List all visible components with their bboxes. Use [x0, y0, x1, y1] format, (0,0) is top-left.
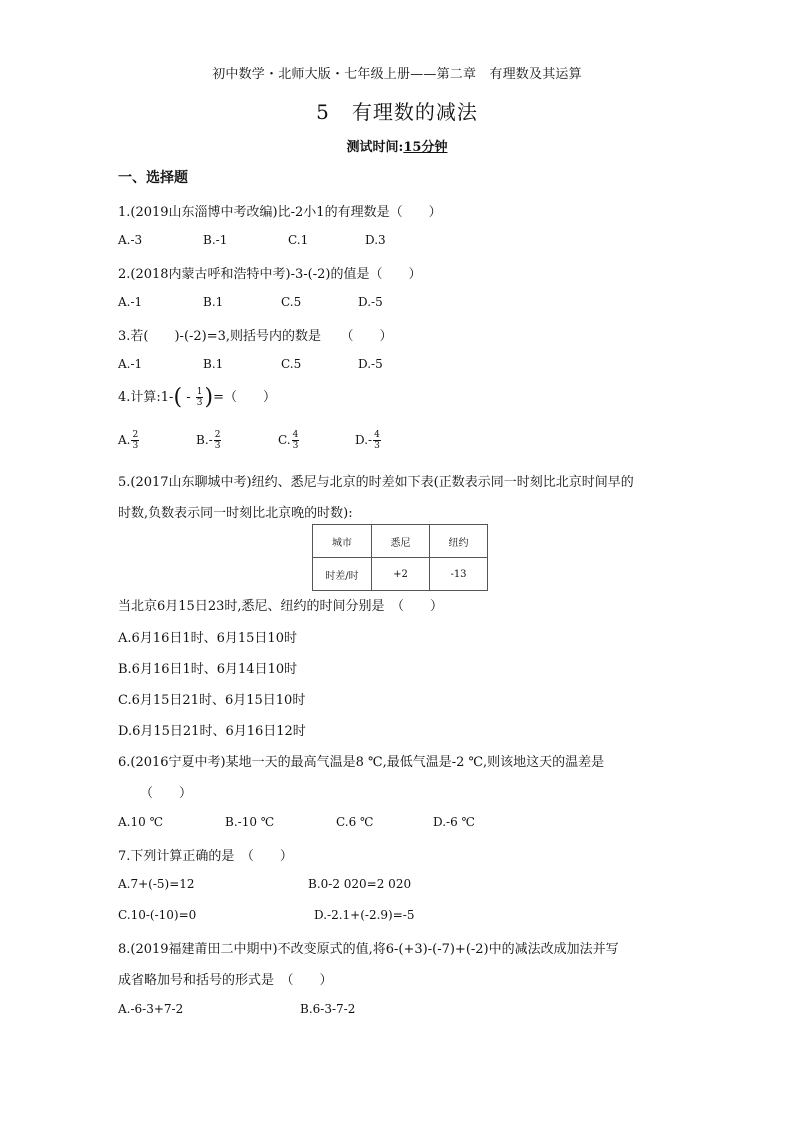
time-difference-table: [312, 524, 488, 591]
question-3-option-d: D.-5: [358, 357, 383, 371]
test-time: [0, 136, 794, 155]
section-heading: 一、选择题: [118, 170, 188, 186]
question-8-option-b: B.6-3-7-2: [300, 1002, 356, 1016]
question-5-option-d: D.6月15日21时、6月16日12时: [118, 724, 306, 739]
page-header: 初中数学・北师大版・七年级上册——第二章 有理数及其运算: [212, 67, 582, 82]
question-6-option-a: A.10 ℃: [118, 815, 163, 829]
question-2-option-c: C.5: [281, 295, 302, 309]
test-time-value: 15分钟: [403, 140, 448, 155]
question-5-option-a: A.6月16日1时、6月15日10时: [118, 631, 297, 646]
question-7-option-b: B.0-2 020=2 020: [308, 877, 412, 891]
test-time-label: 测试时间:: [346, 140, 404, 155]
question-7-option-d: D.-2.1+(-2.9)=-5: [314, 908, 415, 922]
table-cell: -13: [430, 558, 488, 591]
fraction: $\frac{4}{3}$: [292, 430, 299, 451]
question-3-option-b: B.1: [203, 357, 224, 371]
question-4-option-c: C. $\frac{4}{3}$: [278, 430, 299, 451]
question-4-stem: [118, 385, 276, 410]
question-6-option-b: B.-10 ℃: [225, 815, 275, 829]
question-4-option-d: D.- $\frac{4}{3}$: [355, 430, 380, 451]
table-header-cell: 纽约: [430, 525, 488, 558]
table-header-cell: 城市: [313, 525, 372, 558]
question-6-stem-line2: （ ）: [140, 786, 193, 801]
question-4-option-a: A. $\frac{2}{3}$: [118, 430, 139, 451]
fraction: $\frac{2}{3}$: [214, 430, 221, 451]
question-1-option-c: C.1: [288, 233, 309, 247]
table-header-row: [313, 525, 488, 558]
question-2-option-b: B.1: [203, 295, 224, 309]
table-cell: 时差/时: [313, 558, 372, 591]
question-6-option-c: C.6 ℃: [336, 815, 374, 829]
question-1-option-d: D.3: [365, 233, 386, 247]
question-2-stem: 2.(2018内蒙古呼和浩特中考)-3-(-2)的值是（ ）: [118, 267, 422, 282]
question-4-inner-sign: -: [186, 390, 191, 405]
question-7-option-a: A.7+(-5)=12: [118, 877, 195, 891]
question-4-option-b: B.- $\frac{2}{3}$: [196, 430, 221, 451]
question-8-option-a: A.-6-3+7-2: [118, 1002, 184, 1016]
question-6-option-d: D.-6 ℃: [433, 815, 475, 829]
question-1-option-b: B.-1: [203, 233, 228, 247]
table-row: [313, 558, 488, 591]
question-5-option-b: B.6月16日1时、6月14日10时: [118, 662, 298, 677]
question-5-stem-line1: 5.(2017山东聊城中考)纽约、悉尼与北京的时差如下表(正数表示同一时刻比北京时间早的: [118, 475, 634, 490]
question-8-stem-line2: 成省略加号和括号的形式是 （ ）: [118, 973, 333, 988]
question-6-stem-line1: 6.(2016宁夏中考)某地一天的最高气温是8 ℃,最低气温是-2 ℃,则该地这天的温差是: [118, 755, 605, 770]
question-4-suffix: =（ ）: [213, 390, 276, 405]
question-2-option-d: D.-5: [358, 295, 383, 309]
table-cell: +2: [372, 558, 430, 591]
question-5-option-c: C.6月15日21时、6月15日10时: [118, 693, 306, 708]
question-4-fraction: $\frac{1}{3}$: [196, 387, 203, 408]
fraction: $\frac{4}{3}$: [374, 430, 380, 451]
fraction: $\frac{2}{3}$: [132, 430, 139, 451]
question-5-stem-line2: 时数,负数表示同一时刻比北京晚的时数):: [118, 506, 353, 521]
question-1-stem: 1.(2019山东淄博中考改编)比-2小1的有理数是（ ）: [118, 205, 442, 220]
right-paren: ): [204, 385, 214, 410]
question-7-stem: 7.下列计算正确的是 （ ）: [118, 849, 293, 864]
question-3-option-c: C.5: [281, 357, 302, 371]
left-paren: (: [173, 385, 183, 410]
question-2-option-a: A.-1: [118, 295, 143, 309]
lesson-title: [0, 96, 794, 125]
lesson-title-text: 有理数的减法: [351, 100, 478, 124]
question-1-option-a: A.-3: [118, 233, 143, 247]
lesson-number: 5: [316, 100, 330, 124]
table-header-cell: 悉尼: [372, 525, 430, 558]
question-3-stem: 3.若( )-(-2)=3,则括号内的数是 （ ）: [118, 329, 393, 344]
question-7-option-c: C.10-(-10)=0: [118, 908, 197, 922]
question-8-stem-line1: 8.(2019福建莆田二中期中)不改变原式的值,将6-(+3)-(-7)+(-2)中的减法改成加法并写: [118, 942, 619, 957]
question-5-question: 当北京6月15日23时,悉尼、纽约的时间分别是 （ ）: [118, 599, 443, 614]
question-4-prefix: 4.计算:1-: [118, 390, 174, 405]
question-3-option-a: A.-1: [118, 357, 143, 371]
